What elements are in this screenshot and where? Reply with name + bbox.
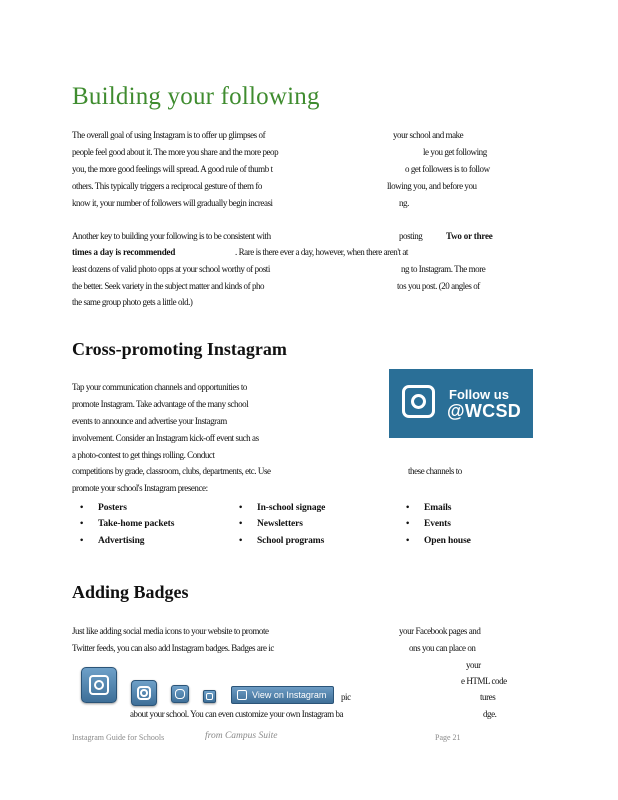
instagram-icon [402,385,435,418]
list-item [239,519,303,529]
paragraph-line: e HTML code [461,676,507,686]
paragraph-line: about your school. You can even customize your own Instagram ba [130,709,344,719]
list-item [80,536,144,546]
paragraph-line: ons you can place on [409,643,476,653]
paragraph-line: o get followers is to follow [405,164,490,174]
paragraph-line: The overall goal of using Instagram is to offer up glimpses of [72,130,266,140]
list-item [406,536,471,546]
list-item-label: Take-home packets [98,519,175,529]
paragraph-line: these channels to [408,466,462,476]
view-on-instagram-button[interactable] [231,686,334,704]
bold-text: Two or three [446,231,493,241]
paragraph-line: a photo-contest to get things rolling. Conduct [72,450,215,460]
instagram-icon [237,690,247,700]
paragraph-line: the same group photo gets a little old.) [72,297,193,307]
paragraph-line: pic [341,692,351,702]
footer-left: Instagram Guide for Schools [72,733,165,742]
page-title: Building your following [72,83,320,110]
paragraph-line: Another key to building your following is to be consistent with [72,231,271,241]
camera-lens [140,689,148,697]
paragraph-line: least dozens of valid photo opps at your school worthy of posti [72,264,270,274]
paragraph-line: promote Instagram. Take advantage of the many school [72,399,249,409]
footer-center: from Campus Suite [205,731,278,741]
list-item-label: Advertising [98,536,145,546]
bullet: • [80,536,84,546]
bullet: • [239,536,243,546]
section-heading: Adding Badges [72,582,189,602]
list-item [239,503,325,513]
paragraph-line: posting [399,231,423,241]
paragraph-line: dge. [483,709,497,719]
paragraph-line: llowing you, and before you [387,181,477,191]
paragraph-line: events to announce and advertise your Instagram [72,416,227,426]
bullet: • [406,536,410,546]
bullet: • [80,519,84,529]
paragraph-line: ng. [399,198,409,208]
camera-lens [411,394,426,409]
list-item-label: Open house [424,536,471,546]
instagram-icon [206,693,213,700]
list-item-label: Emails [424,503,452,513]
instagram-badge-tiny [203,690,216,703]
view-on-instagram-label: View on Instagram [252,690,327,700]
paragraph-line: tures [480,692,496,702]
list-item-label: School programs [257,536,325,546]
follow-us-text: Follow us [449,387,509,402]
paragraph-line: your Facebook pages and [399,626,481,636]
bullet: • [406,519,410,529]
bullet: • [406,503,410,513]
paragraph-line: competitions by grade, classroom, clubs, departments, etc. Use [72,466,271,476]
paragraph-line: people feel good about it. The more you share and the more peop [72,147,279,157]
instagram-badge-medium [131,680,157,706]
list-item-label: Newsletters [257,519,303,529]
paragraph-line-bold [446,231,493,241]
bullet: • [239,503,243,513]
bullet: • [239,519,243,529]
handle-text: @WCSD [447,401,522,421]
list-item [406,519,451,529]
list-item [406,503,451,513]
paragraph-line: promote your school's Instagram presence: [72,483,208,493]
paragraph-line: your [466,660,481,670]
list-item-label: Posters [98,503,127,513]
paragraph-line: the better. Seek variety in the subject matter and kinds of pho [72,281,265,291]
instagram-icon [175,689,185,699]
bold-text: times a day is recommended [72,247,176,257]
paragraph-line: your school and make [393,130,464,140]
section-heading: Cross-promoting Instagram [72,339,287,359]
list-item-label: Events [424,519,451,529]
paragraph-line: le you get following [423,147,487,157]
paragraph-line: you, the more good feelings will spread. A good rule of thumb t [72,164,273,174]
bullet: • [80,503,84,513]
page-number: Page 21 [435,733,461,742]
list-item [239,536,324,546]
list-item [80,519,174,529]
paragraph-line: know it, your number of followers will gradually begin increasi [72,198,273,208]
paragraph-line: others. This typically triggers a reciprocal gesture of them fo [72,181,262,191]
paragraph-line: Twitter feeds, you can also add Instagram badges. Badges are ic [72,643,274,653]
list-item-label: In-school signage [257,503,326,513]
paragraph-line: Tap your communication channels and opportunities to [72,382,247,392]
instagram-badge-large [81,667,117,703]
camera-lens [94,680,104,690]
paragraph-line: ng to Instagram. The more [401,264,486,274]
paragraph-line: tos you post. (20 angles of [397,281,480,291]
paragraph-line: . Rare is there ever a day, however, when there aren't at [235,247,408,257]
paragraph-line: involvement. Consider an Instagram kick-off event such as [72,433,259,443]
instagram-badge-small [171,685,189,703]
follow-us-badge [389,369,533,438]
paragraph-line-bold [72,247,175,257]
paragraph-line: Just like adding social media icons to your website to promote [72,626,269,636]
list-item [80,503,127,513]
